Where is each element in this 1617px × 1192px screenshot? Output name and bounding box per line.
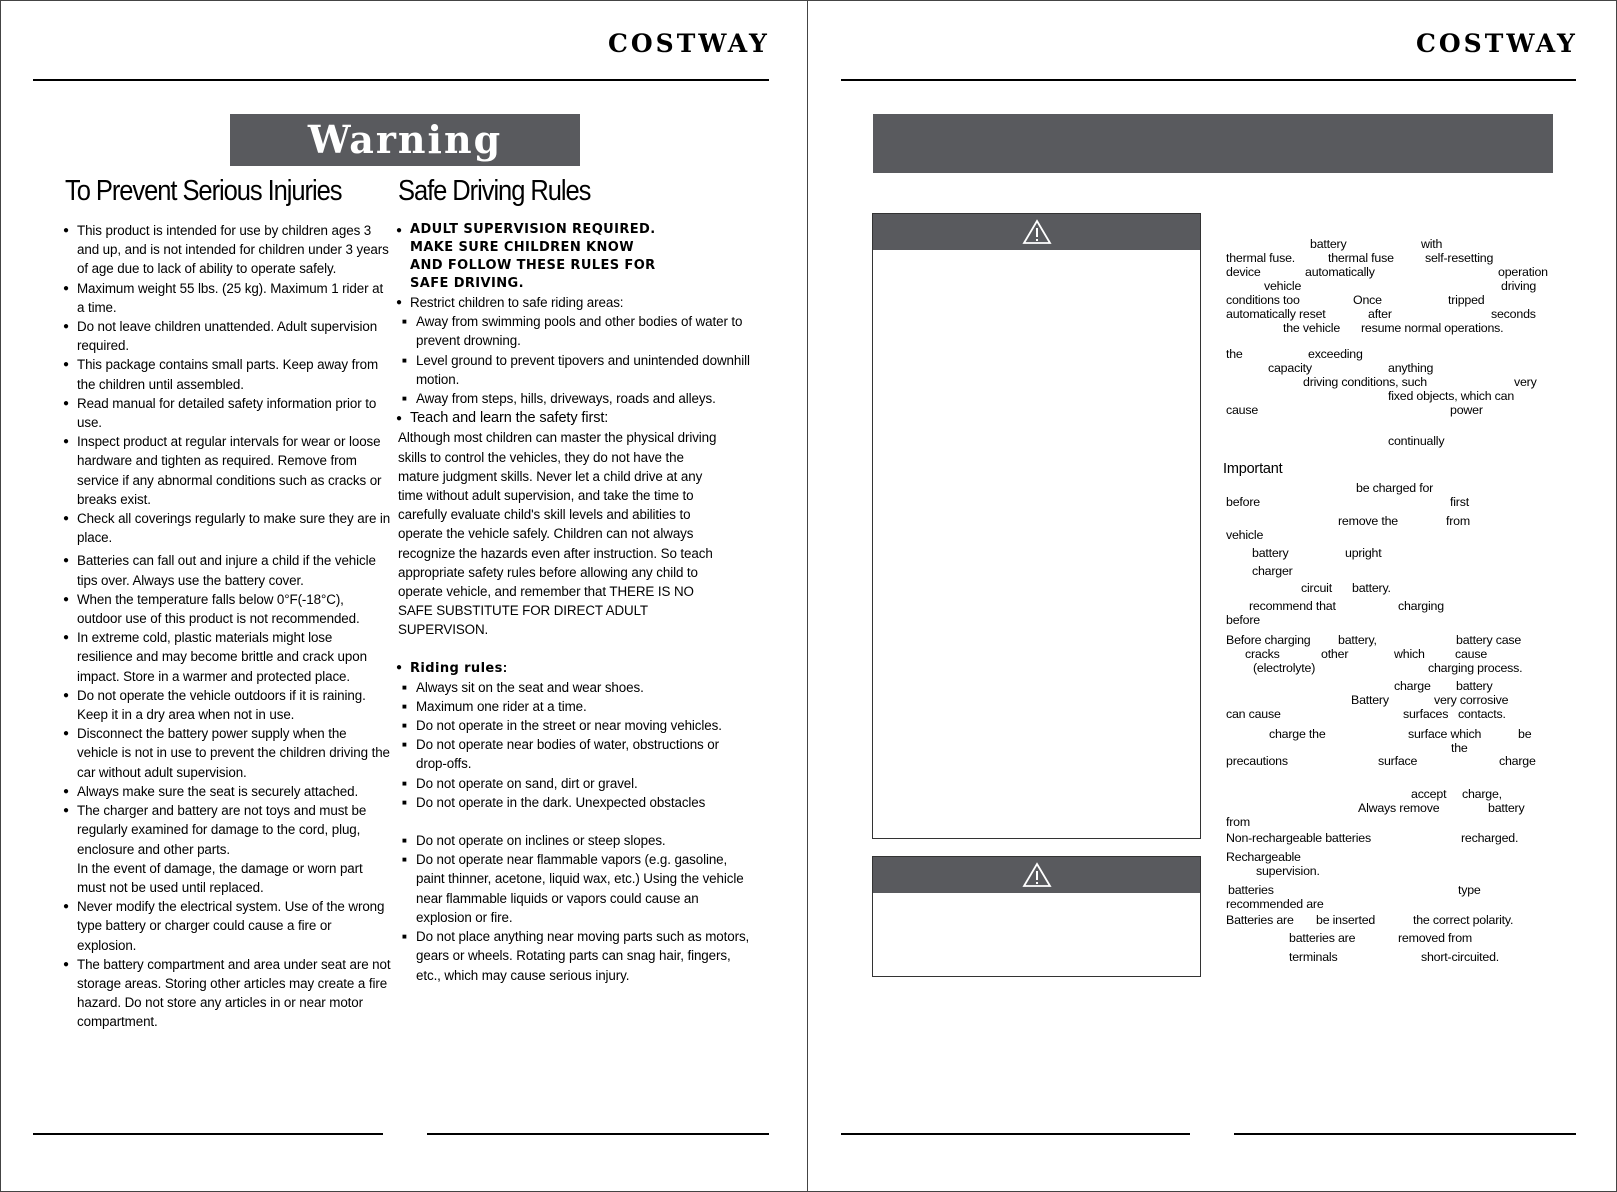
text-fragment: conditions too: [1226, 293, 1300, 307]
text-fragment: contacts.: [1458, 707, 1506, 721]
text-fragment: Before charging: [1226, 633, 1311, 647]
text-fragment: automatically reset: [1226, 307, 1326, 321]
warning-box-top: [872, 213, 1201, 839]
brand-logo: COSTWAY: [1416, 29, 1578, 58]
list-item: ■ Away from steps, hills, driveways, roads and alleys.: [398, 389, 750, 408]
damage-note: In the event of damage, the damage or worn part must not be used until replaced.: [77, 860, 363, 895]
text-fragment: very corrosive: [1434, 693, 1509, 707]
right-page: [807, 0, 1617, 1192]
text-fragment: first: [1450, 495, 1469, 509]
footer-rule-right: [427, 1133, 769, 1135]
list-item: ● When the temperature falls below 0°F(-18°C), outdoor use of this product is not recommended.: [65, 590, 391, 628]
text-fragment: driving: [1501, 279, 1537, 293]
text-fragment: seconds: [1491, 307, 1536, 321]
text-fragment: batteries: [1228, 883, 1274, 897]
list-item: ● In extreme cold, plastic materials might lose resilience and may become brittle and crack upon impact. Store in a warmer and protected place.: [65, 628, 391, 686]
text-fragment: cause: [1226, 403, 1259, 417]
prevent-heading: To Prevent Serious Injuries: [65, 175, 342, 207]
text-fragment: Rechargeable: [1226, 850, 1301, 864]
text-fragment: battery: [1310, 237, 1347, 251]
text-fragment: from: [1446, 514, 1470, 528]
text-fragment: battery case: [1456, 633, 1522, 647]
riding-label: Riding rules: [410, 660, 503, 676]
supervision-notice: ADULT SUPERVISION REQUIRED. MAKE SURE CHILDREN KNOW AND FOLLOW THESE RULES FOR SAFE DRIVING.: [410, 222, 656, 291]
text-fragment: Once: [1353, 293, 1382, 307]
list-item: ■ Maximum one rider at a time.: [398, 697, 750, 716]
warning-box-bottom: [872, 856, 1201, 977]
list-item: ● Inspect product at regular intervals for wear or loose hardware and tighten as required. Remove from service if any abnormal conditions such as cracks or breaks exist.: [65, 432, 391, 509]
safe-heading: Safe Driving Rules: [398, 175, 591, 207]
left-page: [0, 0, 807, 1192]
text-fragment: continually: [1388, 434, 1445, 448]
text-fragment: with: [1421, 237, 1443, 251]
text-fragment: circuit: [1301, 581, 1332, 595]
section-banner: [873, 114, 1553, 173]
restrict-label: Restrict children to safe riding areas:: [410, 295, 624, 310]
text-fragment: Always remove: [1358, 801, 1440, 815]
list-item: ● Do not leave children unattended. Adult supervision required.: [65, 317, 391, 355]
text-fragment: can cause: [1226, 707, 1281, 721]
text-fragment: which: [1394, 647, 1425, 661]
warning-banner: Warning: [230, 114, 580, 166]
text-fragment: the: [1451, 741, 1468, 755]
list-item: ■ Do not operate on inclines or steep slopes.: [398, 831, 750, 850]
text-fragment: driving conditions, such: [1303, 375, 1427, 389]
brand-logo: COSTWAY: [608, 29, 770, 58]
list-item: ● Maximum weight 55 lbs. (25 kg). Maximum 1 rider at a time.: [65, 279, 391, 317]
text-fragment: operation: [1498, 265, 1548, 279]
warning-triangle-icon: [1022, 862, 1052, 888]
riding-list: [398, 678, 750, 985]
warning-box-header: [873, 857, 1200, 893]
list-item: ■ Do not operate near bodies of water, obstructions or drop-offs.: [398, 735, 750, 773]
text-fragment: thermal fuse.: [1226, 251, 1296, 265]
text-fragment: terminals: [1289, 950, 1338, 964]
text-fragment: charger: [1252, 564, 1293, 578]
list-item: ● Do not operate the vehicle outdoors if it is raining. Keep it in a dry area when not in use.: [65, 686, 391, 724]
list-item: ■ Do not operate near flammable vapors (e.g. gasoline, paint thinner, acetone, liquid wax, etc.) Using the vehicle near flammable liquids or vapors could cause an explosion or fire.: [398, 850, 750, 927]
footer-rule-right: [1234, 1133, 1576, 1135]
warning-box-header: [873, 214, 1200, 250]
text-fragment: battery: [1252, 546, 1289, 560]
text-fragment: vehicle: [1226, 528, 1264, 542]
list-item: ● Disconnect the battery power supply when the vehicle is not in use to prevent the children driving the car without adult supervision.: [65, 724, 391, 782]
text-fragment: charging process.: [1428, 661, 1523, 675]
list-item: ● Always make sure the seat is securely attached.: [65, 782, 391, 801]
text-fragment: before: [1226, 613, 1260, 627]
text-fragment: removed from: [1398, 931, 1473, 945]
list-item: ■ Do not operate on sand, dirt or gravel.: [398, 774, 750, 793]
text-fragment: type: [1458, 883, 1481, 897]
text-fragment: after: [1368, 307, 1392, 321]
safe-rules: ● ADULT SUPERVISION REQUIRED. MAKE SURE CHILDREN KNOW AND FOLLOW THESE RULES FOR SAFE DRIVING. ● Restrict children to safe riding areas: ■ Away from swimming pools and other bodies of water to prevent drowning. ■ Level ground to prevent tipovers and unintended downhill motion. ■ Away from steps, hills, driveways, roads and alleys. ● Teach and learn the safety first: Although most children can master the physical driving skills to control the vehicles, they do not have the mature judgment skills. Never let a child drive at any time without adult supervision, and take the time to carefully evaluate child's skill levels and abilities to operate the vehicle safely. Children can not always recognize the hazards even after instruction. So teach appropriate safety rules before allowing any child to operate vehicle, and remember that THERE IS NO SAFE SUBSTITUTE FOR DIRECT ADULT SUPERVISON. ● Riding rules: ■ Always sit on the seat and wear shoes. ■ Maximum one rider at a time. ■ Do not operate in the street or near moving vehicles. ■ Do not operate near bodies of water, obstructions or drop-offs. ■ Do not operate on sand, dirt or gravel. ■ Do not operate in the dark. Unexpected obstacles ■ Do not operate on inclines or steep slopes. ■ Do not operate near flammable vapors (e.g. gasoline, paint thinner, acetone, liquid wax, etc.) Using the vehicle near flammable liquids or vapors could cause an explosion or fire. ■ Do not place anything near moving parts such as motors, gears or wheels. Rotating parts can snag hair, fingers, etc., which may cause serious injury.: [398, 221, 750, 985]
teach-paragraph: Although most children can master the physical driving skills to control the vehicles, they do not have the mature judgment skills. Never let a child drive at any time without adult supervision, and take the time to carefully evaluate child's skill levels and abilities to operate the vehicle safely. Children can not always recognize the hazards even after instruction. So teach appropriate safety rules before allowing any child to operate vehicle, and remember that THERE IS NO SAFE SUBSTITUTE FOR DIRECT ADULT SUPERVISON.: [398, 430, 717, 638]
text-fragment: exceeding: [1308, 347, 1363, 361]
text-fragment: charge,: [1462, 787, 1502, 801]
text-fragment: Non-rechargeable batteries: [1226, 831, 1371, 845]
list-item: ■ Do not place anything near moving parts such as motors, gears or wheels. Rotating parts can snag hair, fingers, etc., which may cause serious injury.: [398, 927, 750, 985]
header-rule: [33, 79, 769, 81]
footer-rule-left: [33, 1133, 383, 1135]
text-fragment: automatically: [1305, 265, 1375, 279]
text-fragment: remove the: [1338, 514, 1398, 528]
text-fragment: be inserted: [1316, 913, 1376, 927]
text-fragment: battery.: [1352, 581, 1391, 595]
text-fragment: Battery: [1351, 693, 1389, 707]
text-fragment: short-circuited.: [1421, 950, 1500, 964]
warning-triangle-icon: [1022, 219, 1052, 245]
text-fragment: be charged for: [1356, 481, 1434, 495]
list-item: ● The battery compartment and area under seat are not storage areas. Storing other articles may create a fire hazard. Do not store any articles in or near motor compartment.: [65, 955, 391, 1032]
text-fragment: charge: [1394, 679, 1431, 693]
text-fragment: surface which: [1408, 727, 1482, 741]
text-fragment: battery: [1488, 801, 1525, 815]
text-fragment: supervision.: [1256, 864, 1320, 878]
text-fragment: be: [1518, 727, 1532, 741]
text-fragment: battery,: [1338, 633, 1377, 647]
list-item: ● Read manual for detailed safety information prior to use.: [65, 394, 391, 432]
list-item: ● The charger and battery are not toys and must be regularly examined for damage to the cord, plug, enclosure and other parts.: [65, 801, 391, 859]
list-item: ● This product is intended for use by children ages 3 and up, and is not intended for children under 3 years of age due to lack of ability to operate safely.: [65, 221, 391, 279]
text-fragment: power: [1450, 403, 1483, 417]
list-item: ● Never modify the electrical system. Use of the wrong type battery or charger could cause a fire or explosion.: [65, 897, 391, 955]
safe-areas-list: [398, 312, 750, 408]
text-fragment: capacity: [1268, 361, 1312, 375]
text-fragment: vehicle: [1264, 279, 1302, 293]
text-fragment: cause: [1455, 647, 1488, 661]
text-fragment: accept: [1411, 787, 1447, 801]
text-fragment: recommend that: [1249, 599, 1336, 613]
text-fragment: (electrolyte): [1253, 661, 1316, 675]
list-item: ■ Do not operate in the street or near moving vehicles.: [398, 716, 750, 735]
text-fragment: resume normal operations.: [1361, 321, 1504, 335]
text-fragment: battery: [1456, 679, 1493, 693]
list-item: ■ Away from swimming pools and other bodies of water to prevent drowning.: [398, 312, 750, 350]
header-rule: [841, 79, 1576, 81]
text-fragment: the correct polarity.: [1413, 913, 1514, 927]
text-fragment: surfaces: [1403, 707, 1449, 721]
footer-rule-left: [841, 1133, 1190, 1135]
text-fragment: the: [1226, 347, 1243, 361]
list-item: ■ Always sit on the seat and wear shoes.: [398, 678, 750, 697]
text-fragment: charge: [1499, 754, 1536, 768]
text-fragment: upright: [1345, 546, 1382, 560]
text-fragment: the vehicle: [1283, 321, 1341, 335]
text-fragment: very: [1514, 375, 1537, 389]
list-item: ■ Level ground to prevent tipovers and unintended downhill motion.: [398, 351, 750, 389]
text-fragment: recharged.: [1461, 831, 1519, 845]
text-fragment: thermal fuse: [1328, 251, 1394, 265]
prevent-list: [65, 221, 391, 1032]
text-fragment: device: [1226, 265, 1261, 279]
text-fragment: charge the: [1269, 727, 1326, 741]
text-fragment: recommended are: [1226, 897, 1324, 911]
text-fragment: charging: [1398, 599, 1444, 613]
list-item: ■ Do not operate in the dark. Unexpected obstacles: [398, 793, 750, 812]
text-fragment: other: [1321, 647, 1349, 661]
text-fragment: tripped: [1448, 293, 1485, 307]
text-fragment: self-resetting: [1425, 251, 1494, 265]
text-fragment: before: [1226, 495, 1260, 509]
text-fragment: Batteries are: [1226, 913, 1294, 927]
list-item: ● Check all coverings regularly to make sure they are in place.: [65, 509, 391, 547]
text-fragment: fixed objects, which can: [1388, 389, 1515, 403]
list-item: ● Batteries can fall out and injure a child if the vehicle tips over. Always use the battery cover.: [65, 551, 391, 589]
teach-label: Teach and learn the safety first:: [410, 410, 609, 427]
text-fragment: surface: [1378, 754, 1418, 768]
text-fragment: from: [1226, 815, 1250, 829]
text-fragment: anything: [1388, 361, 1434, 375]
text-fragment: precautions: [1226, 754, 1288, 768]
text-fragment: batteries are: [1289, 931, 1356, 945]
list-item: ● This package contains small parts. Keep away from the children until assembled.: [65, 355, 391, 393]
text-fragment: cracks: [1245, 647, 1280, 661]
important-label: Important: [1223, 461, 1283, 477]
